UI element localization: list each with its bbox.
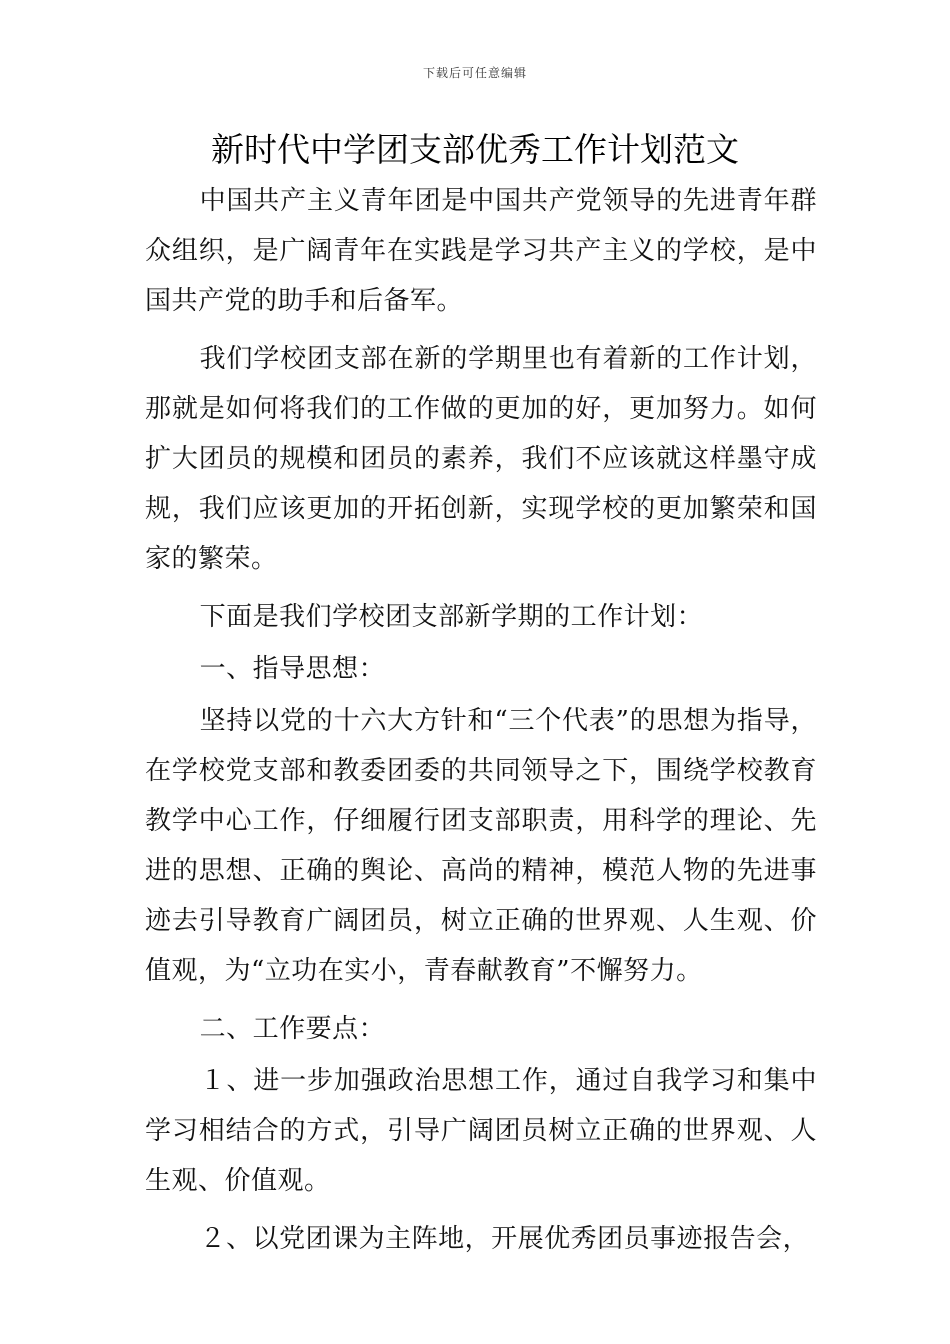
section-heading-work-points: 二、工作要点： — [199, 1014, 386, 1044]
paragraph-plan-overview: 我们学校团支部在新的学期里也有着新的工作计划，那就是如何将我们的工作做的更加的好，更加努力。如何扩大团员的规模和团员的素养，我们不应该就这样墨守成规，我们应该更加的开拓创新，实现学校的更加繁荣和国家的繁荣。 — [145, 344, 817, 574]
paragraph-plan-lead: 下面是我们学校团支部新学期的工作计划： — [199, 602, 704, 632]
section-heading-guiding-ideology: 一、指导思想： — [199, 654, 386, 684]
document-body — [145, 176, 817, 1272]
document-title: 新时代中学团支部优秀工作计划范文 — [211, 130, 739, 169]
work-point-2: ２、以党团课为主阵地，开展优秀团员事迹报告会， — [199, 1224, 810, 1254]
paragraph-intro: 中国共产主义青年团是中国共产党领导的先进青年群众组织，是广阔青年在实践是学习共产主义的学校，是中国共产党的助手和后备军。 — [145, 186, 817, 316]
paragraph-guiding-ideology: 坚持以党的十六大方针和“三个代表”的思想为指导，在学校党支部和教委团委的共同领导之下，围绕学校教育教学中心工作，仔细履行团支部职责，用科学的理论、先进的思想、正确的舆论、高尚的精神，模范人物的先进事迹去引导教育广阔团员，树立正确的世界观、人生观、价值观，为“立功在实小，青春献教育”不懈努力。 — [145, 706, 817, 986]
page-header-note: 下载后可任意编辑 — [422, 66, 527, 80]
work-point-1: １、进一步加强政治思想工作，通过自我学习和集中学习相结合的方式，引导广阔团员树立正确的世界观、人生观、价值观。 — [145, 1066, 817, 1196]
